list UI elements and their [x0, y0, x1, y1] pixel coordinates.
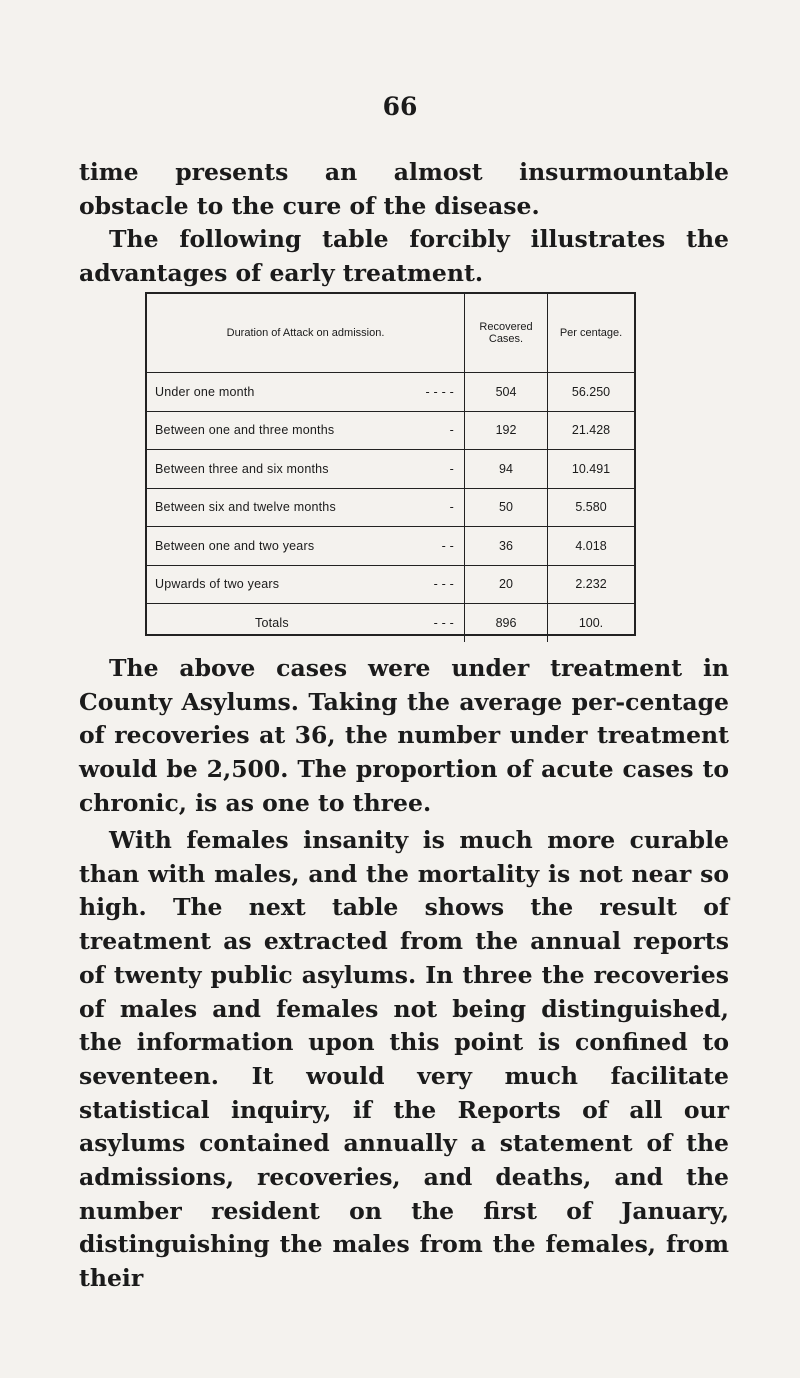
column-header-duration: Duration of Attack on admission. — [147, 294, 465, 373]
recovered-cell: 192 — [465, 411, 548, 450]
table-row — [147, 373, 634, 412]
paragraph: The above cases were under treatment in County Asylums. Taking the average per-centage of recoveries at 36, the number under treatment would be 2,500. The proportion of acute cases to chronic, is as one to three. — [79, 654, 729, 817]
row-label: Between one and three months — [155, 423, 335, 438]
paragraph: The following table forcibly illustrates the advantages of early treatment. — [79, 225, 729, 287]
row-label-cell — [147, 565, 465, 604]
totals-percent-cell: 100. — [578, 615, 604, 630]
table-row — [147, 565, 634, 604]
recovered-cell: 20 — [465, 565, 548, 604]
percent-cell: 5.580 — [548, 488, 635, 527]
totals-row — [147, 604, 634, 642]
row-label: Upwards of two years — [155, 577, 280, 592]
recovered-cell: 94 — [465, 450, 548, 489]
row-leader: - — [449, 500, 454, 515]
percent-cell: 56.250 — [548, 373, 635, 412]
totals-recovered-cell: 896 — [465, 604, 548, 642]
page-number: 66 — [382, 92, 418, 121]
row-label: Between one and two years — [155, 538, 315, 553]
row-label: Between six and twelve months — [155, 500, 336, 515]
paragraph: time presents an almost insurmountable obstacle to the cure of the disease. — [79, 158, 729, 220]
percent-cell: 10.491 — [548, 450, 635, 489]
row-label-cell — [147, 373, 465, 412]
row-label-cell — [147, 450, 465, 489]
totals-label-cell — [147, 604, 465, 642]
row-label: Between three and six months — [155, 461, 329, 476]
row-label-cell — [147, 527, 465, 566]
recovered-cell: 36 — [465, 527, 548, 566]
row-leader: - - — [441, 538, 454, 553]
row-label: Under one month — [155, 384, 255, 399]
row-label-cell — [147, 488, 465, 527]
row-label-cell — [147, 411, 465, 450]
percent-cell: 2.232 — [548, 565, 635, 604]
table-header-row — [147, 294, 634, 373]
recovered-cell: 50 — [465, 488, 548, 527]
totals-label: Totals — [255, 615, 289, 630]
table-row — [147, 527, 634, 566]
column-header-recovered: Recovered Cases. — [465, 294, 548, 373]
table-row — [147, 450, 634, 489]
row-leader: - — [449, 423, 454, 438]
row-leader: - - - — [433, 615, 454, 630]
percent-cell: 21.428 — [548, 411, 635, 450]
row-leader: - - - - — [425, 384, 454, 399]
table-row — [147, 488, 634, 527]
row-leader: - — [449, 461, 454, 476]
column-header-percent: Per centage. — [548, 294, 635, 373]
percent-cell: 4.018 — [548, 527, 635, 566]
recovery-table — [145, 292, 636, 636]
table-row — [147, 411, 634, 450]
recovered-cell: 504 — [465, 373, 548, 412]
paragraph: With females insanity is much more curable than with males, and the mortality is not near so high. The next table shows the result of treatment as extracted from the annual reports of twenty public asylums. In three the recoveries of males and females not being distinguished, the information upon this point is confined to seventeen. It would very much facilitate statistical inquiry, if the Reports of all our asylums contained annually a statement of the admissions, recoveries, and deaths, and the number resident on the first of January, distinguishing the males from the females, from their — [79, 826, 729, 1293]
row-leader: - - - — [433, 577, 454, 592]
